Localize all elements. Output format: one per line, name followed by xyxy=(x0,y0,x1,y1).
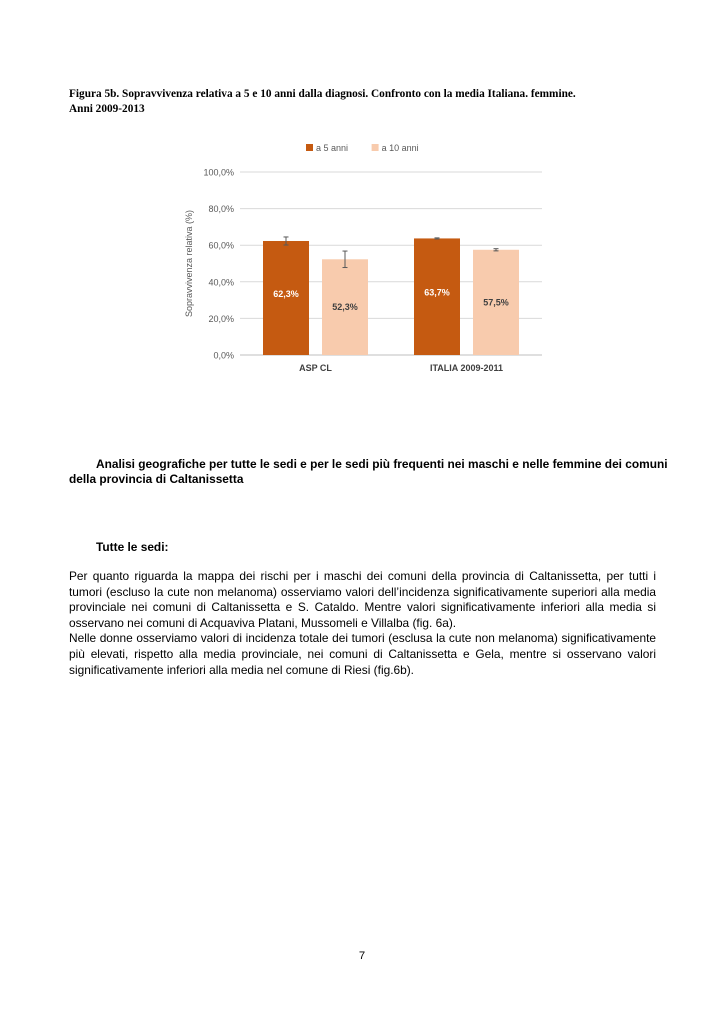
legend-label: a 10 anni xyxy=(381,143,419,153)
legend-swatch xyxy=(306,144,313,151)
y-tick-label: 40,0% xyxy=(208,277,234,288)
y-tick-label: 80,0% xyxy=(208,204,234,215)
x-tick-label: ITALIA 2009-2011 xyxy=(429,363,504,373)
y-tick-label: 20,0% xyxy=(208,313,234,324)
survival-bar-chart xyxy=(178,140,552,385)
data-label: 62,3% xyxy=(273,288,299,299)
y-tick-label: 60,0% xyxy=(208,240,234,251)
data-label: 57,5% xyxy=(483,297,509,308)
y-tick-label: 100,0% xyxy=(203,167,234,178)
section-heading: Analisi geografiche per tutte le sedi e per le sedi più frequenti nei maschi e nelle femmine dei comuni della provincia di Caltanissetta xyxy=(69,457,668,486)
paragraph-females: Nelle donne osserviamo valori di incidenza totale dei tumori (esclusa la cute non melanoma) significativamente più elevati, rispetto alla media provinciale, nei comuni di Caltanissetta e Gela, mentre si osservano valori significativamente inferiori alla media nel comune di Riesi (fig.6b). xyxy=(69,631,656,677)
sub-heading: Tutte le sedi: xyxy=(96,540,169,554)
y-axis-label: Sopravvivenza relativa (%) xyxy=(184,209,194,318)
legend-swatch xyxy=(372,144,379,151)
paragraph-males: Per quanto riguarda la mappa dei rischi per i maschi dei comuni della provincia di Caltanissetta, per tutti i tumori (escluso la cute non melanoma) osserviamo valori dell’incidenza significativamente superiori alla media provinciale nei comuni di Caltanissetta e S. Cataldo. Mentre valori significativamente inferiori alla media si osservano nei comuni di Acquaviva Platani, Mussomeli e Villalba (fig. 6a). xyxy=(69,569,656,630)
x-tick-label: ASP CL xyxy=(299,363,332,373)
legend-label: a 5 anni xyxy=(316,143,349,153)
page-number: 7 xyxy=(358,950,366,962)
body-text xyxy=(69,569,656,678)
data-label: 63,7% xyxy=(424,287,450,298)
y-tick-label: 0,0% xyxy=(213,350,234,361)
chart-svg xyxy=(178,140,552,385)
figure-caption xyxy=(69,87,669,117)
data-label: 52,3% xyxy=(332,302,358,313)
figure-caption-line1: Figura 5b. Sopravvivenza relativa a 5 e 10 anni dalla diagnosi. Confronto con la media Italiana. femmine. xyxy=(69,88,576,100)
figure-caption-line2: Anni 2009-2013 xyxy=(69,103,145,115)
